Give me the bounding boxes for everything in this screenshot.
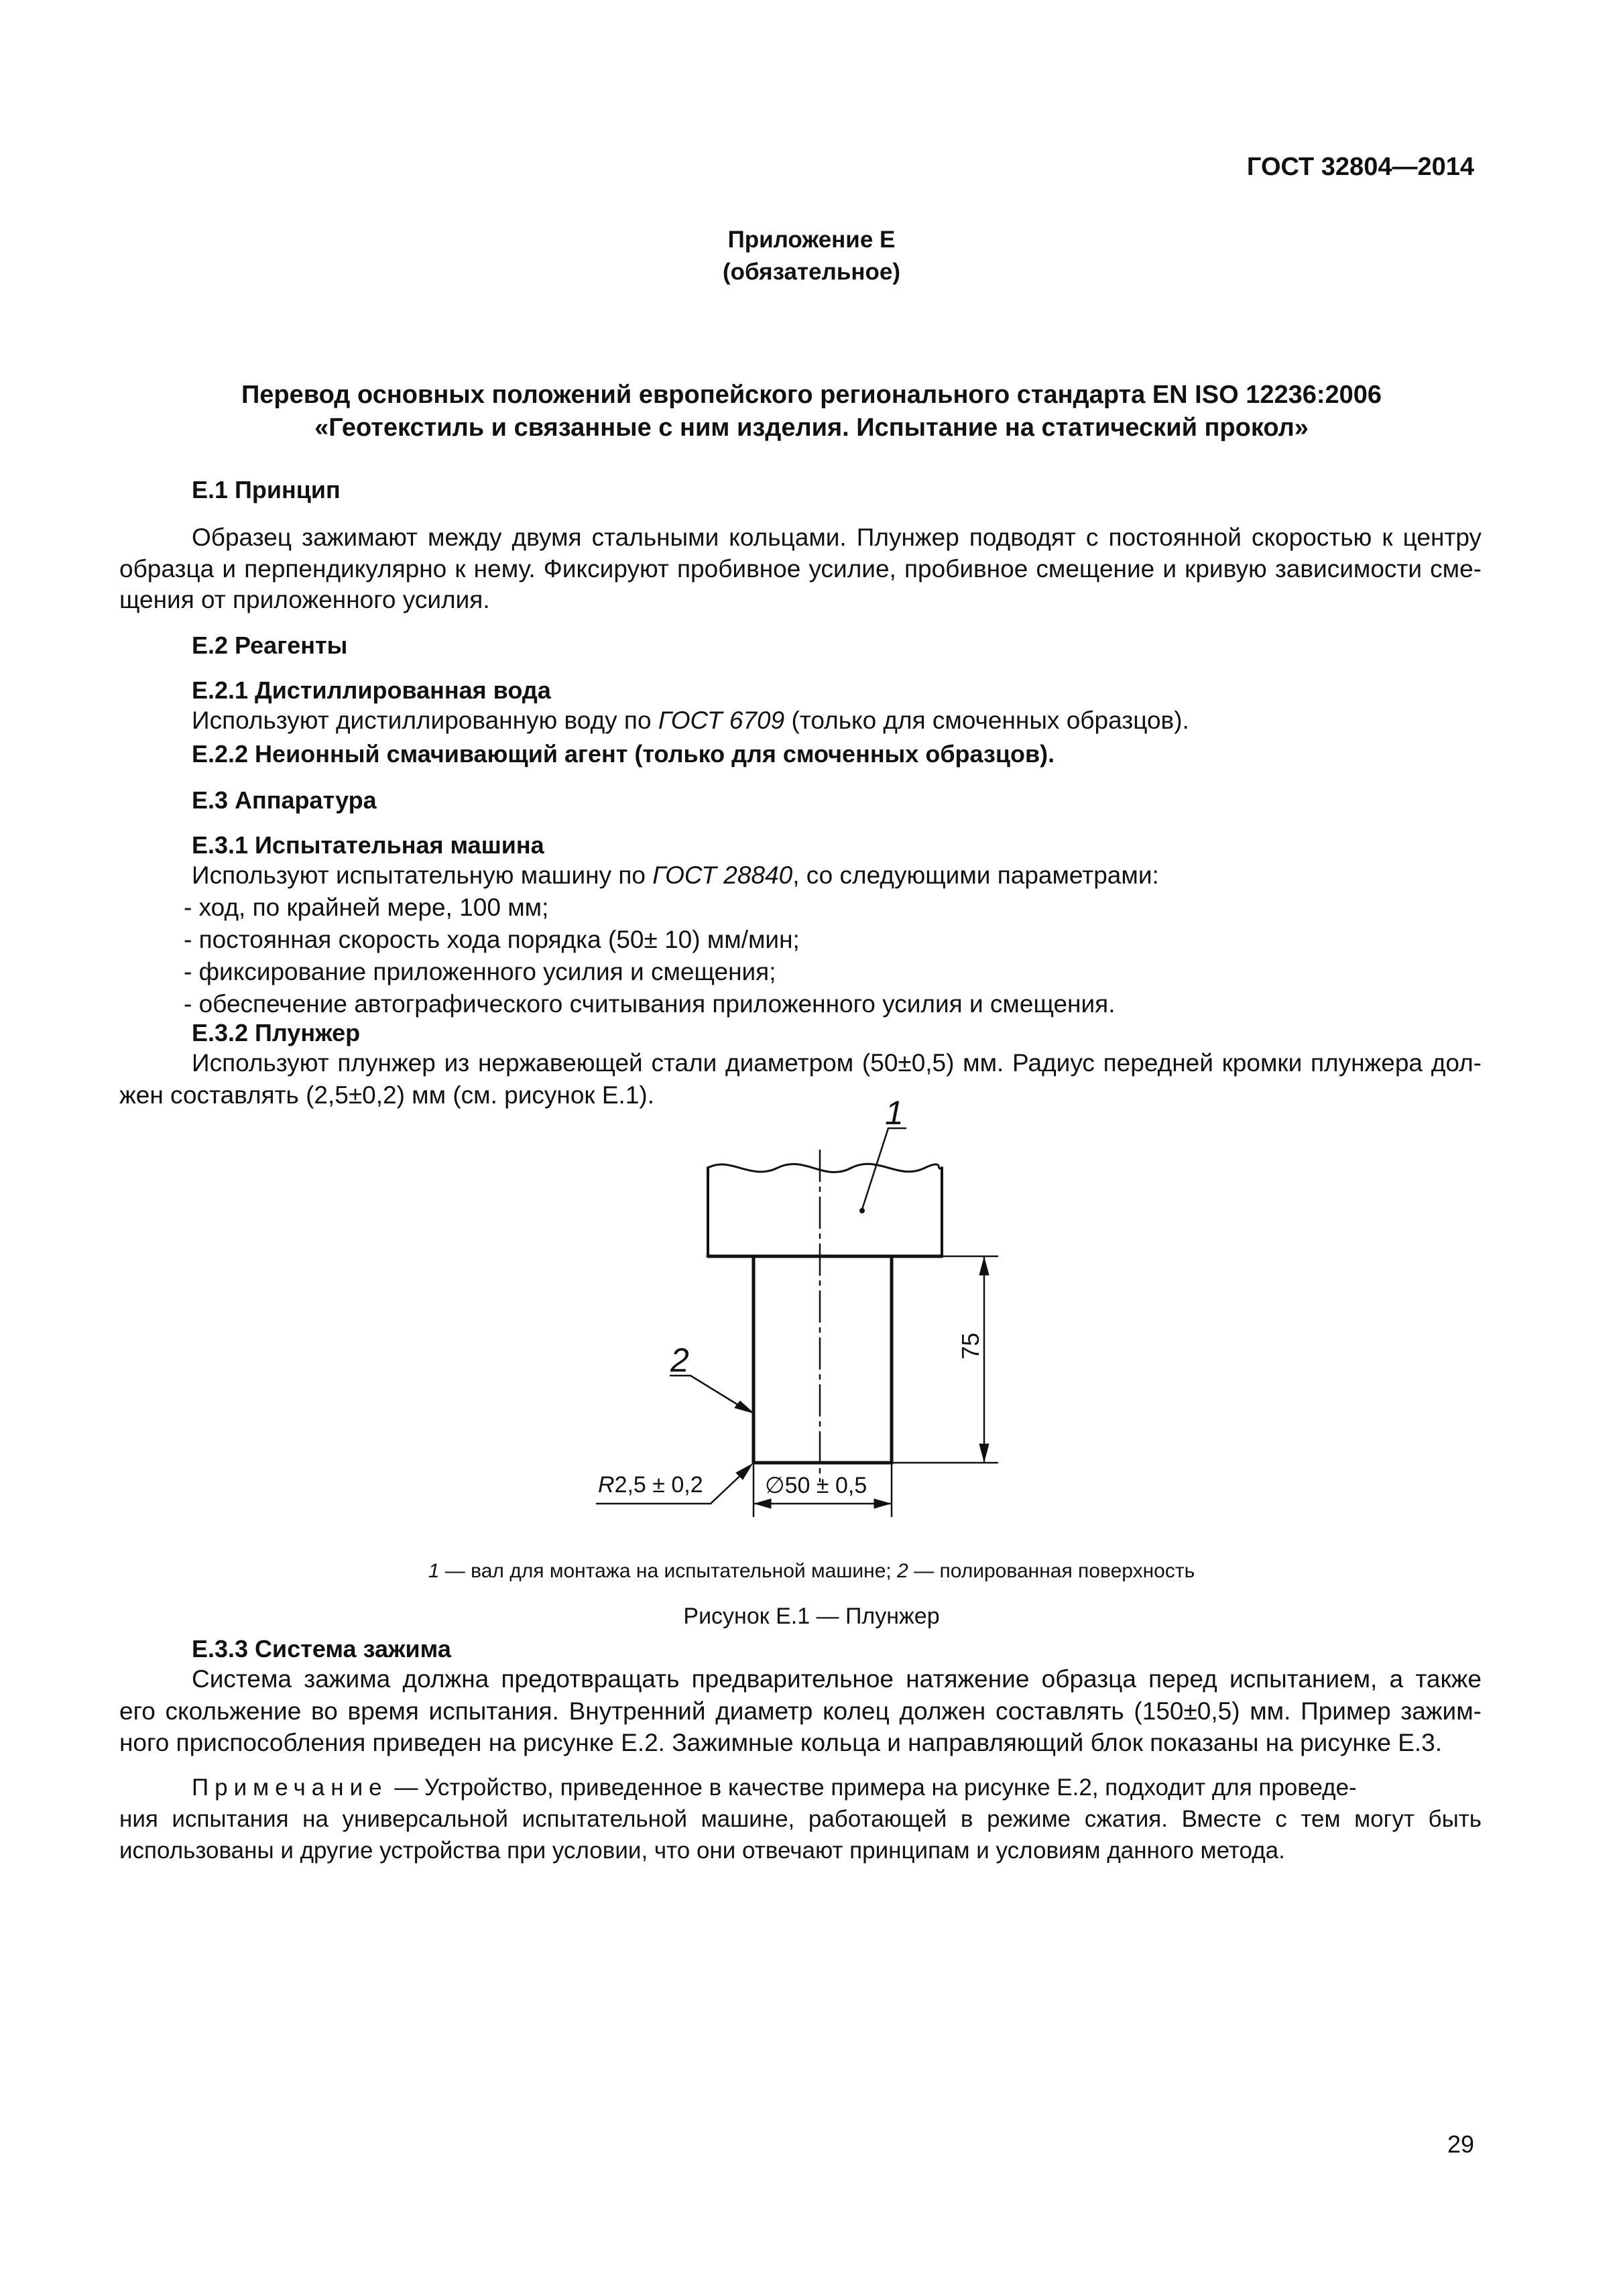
standard-number: ГОСТ 32804—2014	[1246, 153, 1474, 181]
figure-caption: Рисунок Е.1 — Плунжер	[683, 1604, 940, 1629]
note-line2: ния испытания на универсальной испытательной машине, работающей в режиме сжатия. Вместе с тем могут быть	[119, 1806, 1482, 1832]
main-title-line1: Перевод основных положений европейского регионального стандарта EN ISO 12236:2006	[241, 381, 1382, 409]
radius-dimension: R2,5 ± 0,2	[598, 1472, 703, 1498]
note-line1: Примечание — Устройство, приведенное в качестве примера на рисунке Е.2, подходит для проведе-	[192, 1774, 1357, 1801]
section-e2-heading: Е.2 Реагенты	[192, 631, 348, 659]
mount-shaft-outline	[708, 1164, 942, 1172]
section-e1-line2: образца и перпендикулярно к нему. Фиксируют пробивное усилие, пробивное смещение и кривую зависимости сме-	[119, 555, 1482, 583]
section-e21-heading: Е.2.1 Дистиллированная вода	[192, 676, 551, 704]
figure-label-2: 2	[670, 1341, 689, 1379]
section-e32-line2: жен составлять (2,5±0,2) мм (см. рисунок Е.1).	[119, 1081, 655, 1109]
height-dimension-value: 75	[957, 1332, 984, 1360]
annex-status: (обязательное)	[722, 259, 900, 285]
section-e33-line1: Система зажима должна предотвращать предварительное натяжение образца перед испытанием, а также	[192, 1665, 1482, 1693]
list-item: - фиксирование приложенного усилия и смещения;	[184, 958, 776, 985]
section-e31-text: Используют испытательную машину по ГОСТ 28840, со следующими параметрами:	[192, 861, 1159, 889]
section-e32-line1: Используют плунжер из нержавеющей стали диаметром (50±0,5) мм. Радиус передней кромки плунжера дол-	[192, 1049, 1482, 1077]
note-line3: использованы и другие устройства при условии, что они отвечают принципам и условиям данного метода.	[119, 1837, 1285, 1864]
section-e31-heading: Е.3.1 Испытательная машина	[192, 831, 544, 859]
section-e33-heading: Е.3.3 Система зажима	[192, 1635, 451, 1663]
section-e21-text: Используют дистиллированную воду по ГОСТ 6709 (только для смоченных образцов).	[192, 707, 1189, 734]
gost-6709-reference: ГОСТ 6709	[658, 707, 785, 734]
section-e33-line3: ного приспособления приведен на рисунке Е.2. Зажимные кольца и направляющий блок показаны на рисунке Е.3.	[119, 1729, 1443, 1756]
plunger-body	[754, 1256, 892, 1463]
figure-label-1: 1	[885, 1094, 904, 1132]
page-number: 29	[1447, 2130, 1475, 2158]
list-item: - ход, по крайней мере, 100 мм;	[184, 894, 549, 921]
gost-28840-reference: ГОСТ 28840	[652, 861, 793, 889]
figure-legend: 1 — вал для монтажа на испытательной машине; 2 — полированная поверхность	[428, 1560, 1195, 1582]
list-item: - постоянная скорость хода порядка (50± 10) мм/мин;	[184, 926, 800, 953]
section-e1-heading: Е.1 Принцип	[192, 476, 341, 503]
section-e33-line2: его скольжение во время испытания. Внутренний диаметр колец должен составлять (150±0,5) мм. Пример зажим-	[119, 1697, 1482, 1725]
section-e3-heading: Е.3 Аппаратура	[192, 786, 377, 814]
annex-title: Приложение Е	[727, 227, 896, 253]
section-e1-line3: щения от приложенного усилия.	[119, 586, 490, 613]
section-e32-heading: Е.3.2 Плунжер	[192, 1019, 361, 1046]
diameter-dimension-value: ∅50 ± 0,5	[765, 1473, 867, 1498]
main-title-line2: «Геотекстиль и связанные с ним изделия. Испытание на статический прокол»	[314, 414, 1309, 442]
note-label: Примечание	[192, 1774, 388, 1801]
section-e1-line1: Образец зажимают между двумя стальными кольцами. Плунжер подводят с постоянной скоростью к центру	[192, 524, 1482, 551]
list-item: - обеспечение автографического считывания приложенного усилия и смещения.	[184, 990, 1116, 1018]
leader-line-1	[862, 1128, 906, 1209]
leader-line-2	[670, 1376, 743, 1408]
section-e22-heading: Е.2.2 Неионный смачивающий агент (только для смоченных образцов).	[192, 740, 1055, 768]
